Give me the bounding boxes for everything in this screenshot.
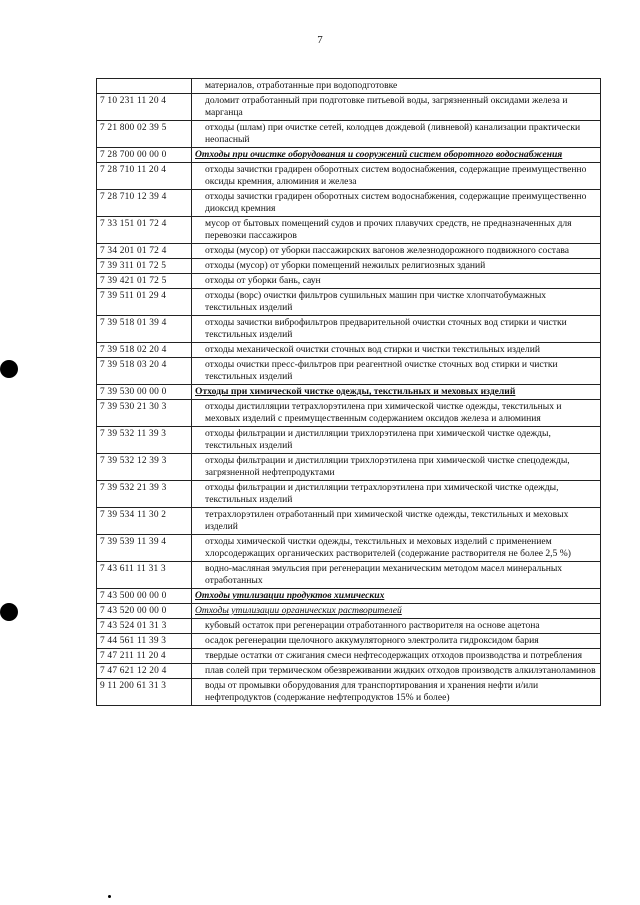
table-row [97, 649, 601, 664]
table-row [97, 244, 601, 259]
waste-description-text: воды от промывки оборудования для транспортирования и хранения нефти и/или нефтепродуктов (содержание нефтепродуктов 15% и более) [205, 680, 539, 703]
waste-description-text: твердые остатки от сжигания смеси нефтесодержащих отходов производства и потребления [205, 650, 583, 661]
table-row [97, 634, 601, 649]
group-header-row [97, 589, 601, 604]
waste-code-cell: 7 34 201 01 72 4 [97, 244, 192, 259]
table-row [97, 664, 601, 679]
waste-code-cell [97, 79, 192, 94]
waste-description-cell [192, 358, 601, 385]
waste-code-cell: 7 39 532 11 39 3 [97, 427, 192, 454]
waste-description-cell [192, 274, 601, 289]
waste-description-cell [192, 316, 601, 343]
waste-description-cell [192, 634, 601, 649]
table-row [97, 562, 601, 589]
waste-description-text: отходы дистилляции тетрахлорэтилена при химической чистке одежды, текстильных и меховых изделий с преимущественным содержанием оксидов железа и алюминия [205, 401, 562, 424]
waste-description-text: доломит отработанный при подготовке питьевой воды, загрязненный оксидами железа и марганца [205, 95, 568, 118]
waste-code-cell: 7 47 621 12 20 4 [97, 664, 192, 679]
waste-code-cell: 7 39 311 01 72 5 [97, 259, 192, 274]
waste-code-cell: 7 39 421 01 72 5 [97, 274, 192, 289]
table-row [97, 481, 601, 508]
waste-code-cell: 7 10 231 11 20 4 [97, 94, 192, 121]
waste-code-cell: 7 39 530 21 30 3 [97, 400, 192, 427]
waste-description-text: отходы зачистки градирен оборотных систем водоснабжения, содержащие преимущественно оксиды кремния, алюминия и железа [205, 164, 587, 187]
waste-code-cell: 7 39 518 03 20 4 [97, 358, 192, 385]
waste-description-cell [192, 562, 601, 589]
group-header-text: Отходы при очистке оборудования и сооружений систем оборотного водоснабжения [195, 149, 563, 160]
waste-description-cell [192, 79, 601, 94]
group-header-text: Отходы утилизации продуктов химических [195, 590, 385, 601]
waste-description-text: отходы (ворс) очистки фильтров сушильных машин при чистке хлопчатобумажных текстильных изделий [205, 290, 547, 313]
waste-code-cell: 7 28 710 12 39 4 [97, 190, 192, 217]
waste-description-cell [192, 289, 601, 316]
waste-description-text: отходы от уборки бань, саун [205, 275, 321, 286]
table-row [97, 358, 601, 385]
waste-description-text: материалов, отработанные при водоподготовке [205, 80, 398, 91]
table-row [97, 316, 601, 343]
waste-code-cell: 7 33 151 01 72 4 [97, 217, 192, 244]
waste-description-text: отходы (мусор) от уборки пассажирских вагонов железнодорожного подвижного состава [205, 245, 570, 256]
waste-classification-table [96, 78, 601, 706]
waste-description-cell [192, 664, 601, 679]
group-header-row [97, 385, 601, 400]
subgroup-header-row [97, 604, 601, 619]
table-row [97, 400, 601, 427]
waste-description-text: отходы фильтрации и дистилляции тетрахлорэтилена при химической чистке одежды, текстильных изделий [205, 482, 559, 505]
waste-description-cell [192, 589, 601, 604]
table-row [97, 163, 601, 190]
waste-description-cell [192, 121, 601, 148]
waste-code-cell: 7 43 611 11 31 3 [97, 562, 192, 589]
waste-description-text: отходы фильтрации и дистилляции трихлорэтилена при химической чистке одежды, текстильных изделий [205, 428, 551, 451]
waste-code-cell: 7 44 561 11 39 3 [97, 634, 192, 649]
waste-description-cell [192, 400, 601, 427]
table-row [97, 508, 601, 535]
waste-description-text: водно-масляная эмульсия при регенерации механическим методом масел минеральных отработанных [205, 563, 563, 586]
waste-description-cell [192, 649, 601, 664]
page-number: 7 [317, 34, 323, 46]
waste-description-text: отходы фильтрации и дистилляции трихлорэтилена при химической чистке спецодежды, загрязненной нефтепродуктами [205, 455, 570, 478]
waste-description-text: отходы (мусор) от уборки помещений нежилых религиозных зданий [205, 260, 486, 271]
waste-description-cell [192, 244, 601, 259]
group-header-row [97, 148, 601, 163]
waste-code-cell: 7 39 534 11 30 2 [97, 508, 192, 535]
waste-description-text: отходы очистки пресс-фильтров при реагентной очистке сточных вод стирки и чистки текстильных изделий [205, 359, 558, 382]
punch-hole-mark [0, 603, 18, 621]
waste-description-text: мусор от бытовых помещений судов и прочих плавучих средств, не предназначенных для перевозки пассажиров [205, 218, 572, 241]
waste-code-cell: 7 39 539 11 39 4 [97, 535, 192, 562]
waste-description-cell [192, 217, 601, 244]
waste-description-cell [192, 94, 601, 121]
waste-description-text: плав солей при термическом обезвреживании жидких отходов производств алкилэтаноламинов [205, 665, 596, 676]
waste-code-cell: 7 39 530 00 00 0 [97, 385, 192, 400]
waste-description-text: отходы химической чистки одежды, текстильных и меховых изделий с применением хлорсодержащих органических растворителей (содержание растворителя не более 2,5 %) [205, 536, 571, 559]
table-row [97, 190, 601, 217]
waste-code-cell: 7 28 710 11 20 4 [97, 163, 192, 190]
waste-code-cell: 7 47 211 11 20 4 [97, 649, 192, 664]
waste-description-cell [192, 385, 601, 400]
waste-description-cell [192, 190, 601, 217]
waste-description-text: кубовый остаток при регенерации отработанного растворителя на основе ацетона [205, 620, 540, 631]
scan-dot-mark [108, 895, 111, 898]
waste-description-cell [192, 508, 601, 535]
waste-description-text: отходы механической очистки сточных вод стирки и чистки текстильных изделий [205, 344, 540, 355]
waste-code-cell: 7 21 800 02 39 5 [97, 121, 192, 148]
waste-code-cell: 7 39 532 21 39 3 [97, 481, 192, 508]
waste-description-cell [192, 604, 601, 619]
waste-description-cell [192, 259, 601, 274]
table-row [97, 454, 601, 481]
waste-description-text: отходы зачистки виброфильтров предварительной очистки сточных вод стирки и чистки текстильных изделий [205, 317, 567, 340]
table-row [97, 217, 601, 244]
waste-description-cell [192, 427, 601, 454]
punch-hole-mark [0, 360, 18, 378]
waste-code-cell: 7 43 524 01 31 3 [97, 619, 192, 634]
waste-code-cell: 9 11 200 61 31 3 [97, 679, 192, 706]
waste-description-cell [192, 535, 601, 562]
table-row [97, 79, 601, 94]
table-row [97, 259, 601, 274]
waste-code-cell: 7 39 518 01 39 4 [97, 316, 192, 343]
table-row [97, 94, 601, 121]
table-row [97, 289, 601, 316]
waste-description-cell [192, 619, 601, 634]
waste-description-cell [192, 343, 601, 358]
table-row [97, 121, 601, 148]
waste-code-cell: 7 43 500 00 00 0 [97, 589, 192, 604]
waste-description-cell [192, 163, 601, 190]
table-row [97, 535, 601, 562]
table-row [97, 427, 601, 454]
table-row [97, 679, 601, 706]
table-row [97, 343, 601, 358]
table-row [97, 619, 601, 634]
waste-code-cell: 7 28 700 00 00 0 [97, 148, 192, 163]
waste-code-cell: 7 39 518 02 20 4 [97, 343, 192, 358]
waste-description-cell [192, 481, 601, 508]
table-row [97, 274, 601, 289]
group-header-text: Отходы при химической чистке одежды, текстильных и меховых изделий [195, 386, 516, 397]
waste-description-cell [192, 148, 601, 163]
waste-description-text: тетрахлорэтилен отработанный при химической чистке одежды, текстильных и меховых изделий [205, 509, 569, 532]
waste-description-cell [192, 454, 601, 481]
waste-description-text: отходы зачистки градирен оборотных систем водоснабжения, содержащие преимущественно диоксид кремния [205, 191, 587, 214]
subgroup-header-text: Отходы утилизации органических растворителей [195, 605, 402, 616]
waste-description-text: отходы (шлам) при очистке сетей, колодцев дождевой (ливневой) канализации практически неопасный [205, 122, 581, 145]
waste-code-cell: 7 39 532 12 39 3 [97, 454, 192, 481]
waste-description-cell [192, 679, 601, 706]
waste-code-cell: 7 39 511 01 29 4 [97, 289, 192, 316]
waste-description-text: осадок регенерации щелочного аккумуляторного электролита гидроксидом бария [205, 635, 539, 646]
waste-code-cell: 7 43 520 00 00 0 [97, 604, 192, 619]
